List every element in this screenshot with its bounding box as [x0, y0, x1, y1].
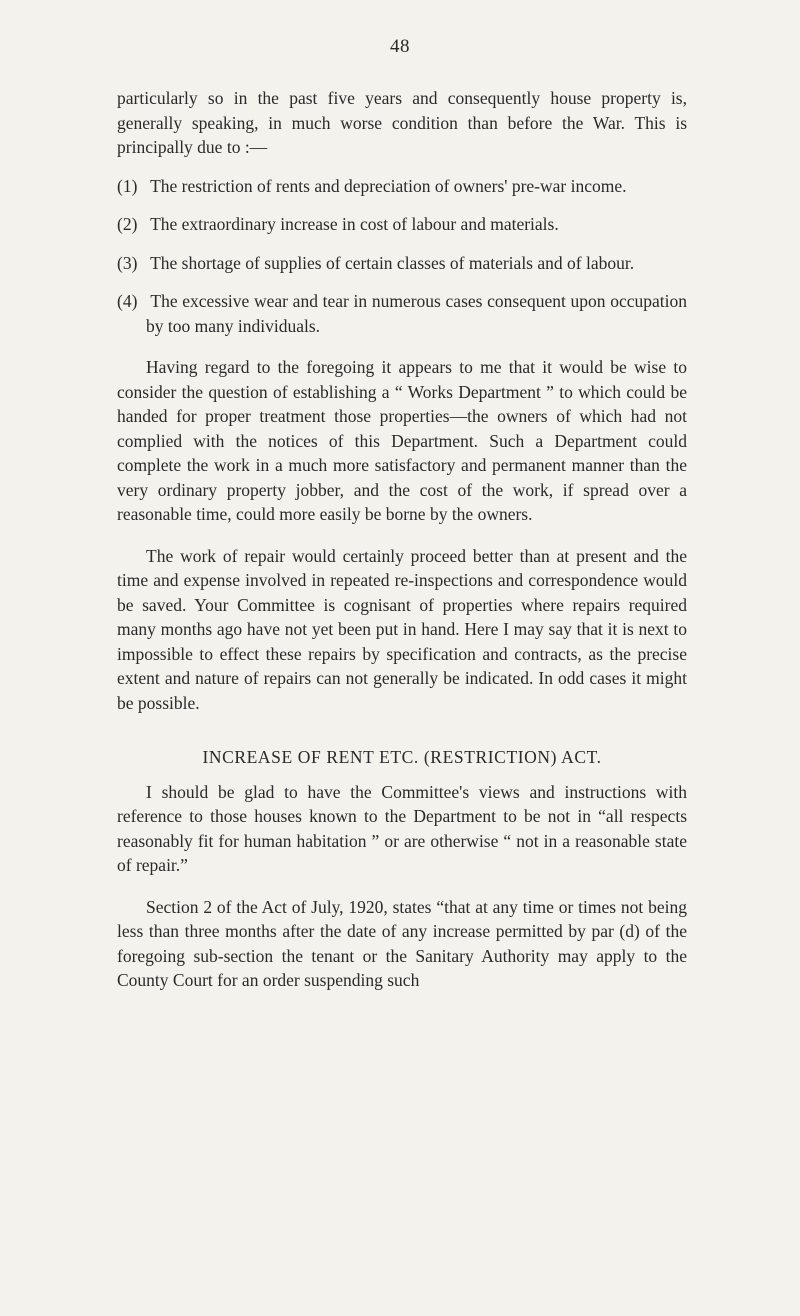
cause-number: (2): [117, 214, 138, 234]
cause-number: (1): [117, 175, 138, 196]
cause-number: (4): [117, 291, 138, 311]
paragraph-committee-views: I should be glad to have the Committee's views and instructions with reference to those houses known to the Department to be not in “all respects reasonably fit for human habitation ” or are otherwise “ not in a reasonable state of repair.”: [117, 781, 687, 875]
cause-item-4: [117, 289, 687, 338]
cause-text: The excessive wear and tear in numerous cases consequent upon occupation by too many individuals.: [146, 291, 687, 336]
page-number: 48: [390, 36, 410, 57]
intro-paragraph: particularly so in the past five years and consequently house property is, generally speaking, in much worse condition than before the War. This is principally due to :—: [117, 88, 687, 157]
cause-item-2: [117, 212, 687, 237]
cause-text: The shortage of supplies of certain classes of materials and of labour.: [150, 252, 635, 273]
paragraph-section-2: Section 2 of the Act of July, 1920, states “that at any time or times not being less than three months after the date of any increase permitted by par (d) of the foregoing sub-section the tenant or the Sanitary Authority may apply to the County Court for an order suspending such: [117, 896, 687, 990]
cause-text: The restriction of rents and depreciation of owners' pre-war income.: [150, 175, 627, 196]
cause-number: (3): [117, 252, 138, 273]
cause-text: The extraordinary increase in cost of labour and materials.: [150, 214, 559, 234]
section-heading: INCREASE OF RENT ETC. (RESTRICTION) ACT.: [202, 747, 602, 767]
cause-item-3: [117, 251, 687, 276]
paragraph-works-department: Having regard to the foregoing it appears to me that it would be wise to consider the question of establishing a “ Works Department ” to which could be handed for proper treatment those properties—the owners of which had not complied with the notices of this Department. Such a Department could complete the work in a much more satisfactory and permanent manner than the very ordinary property jobber, and the cost of the work, if spread over a reasonable time, could more easily be borne by the owners.: [117, 357, 687, 524]
cause-item-1: [117, 174, 687, 199]
paragraph-work-of-repair: The work of repair would certainly proceed better than at present and the time and expense involved in repeated re-inspections and correspondence would be saved. Your Committee is cognisant of properties where repairs required many months ago have not yet been put in hand. Here I may say that it is next to impossible to effect these repairs by specification and contracts, as the precise extent and nature of repairs can not generally be indicated. In odd cases it might be possible.: [117, 545, 687, 713]
body-text: [117, 86, 687, 993]
